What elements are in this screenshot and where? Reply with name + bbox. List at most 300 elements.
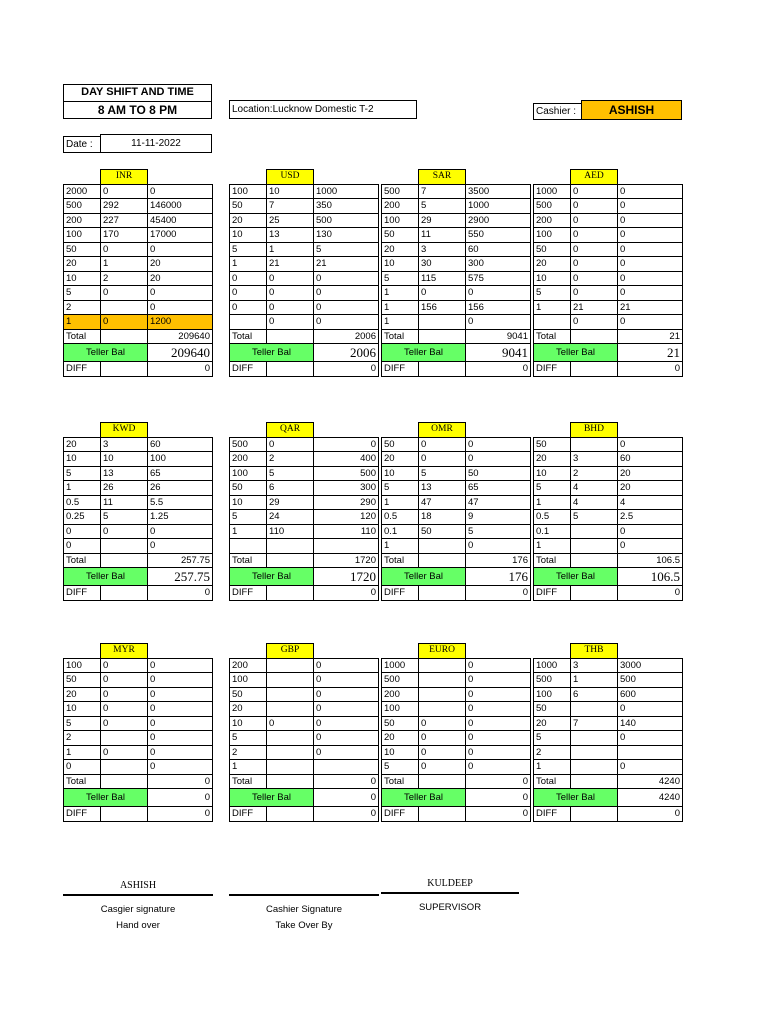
denomination: 50: [64, 673, 101, 688]
count: 13: [267, 228, 314, 243]
denomination-row: [64, 745, 213, 760]
currency-table-omr: [381, 422, 531, 601]
denomination: 10: [382, 466, 419, 481]
denomination-row: [534, 257, 683, 272]
total-label: Total: [382, 329, 419, 344]
amount: 0: [148, 673, 213, 688]
cashier-label: Cashier :: [533, 103, 581, 120]
amount: 9: [466, 510, 531, 525]
count: 5: [267, 466, 314, 481]
total-blank: [267, 553, 314, 568]
date-label: Date :: [63, 136, 100, 153]
amount: 0: [466, 716, 531, 731]
denomination: 1: [382, 300, 419, 315]
count: [267, 731, 314, 746]
amount: 0: [618, 524, 683, 539]
denomination: [230, 539, 267, 554]
amount: 0: [618, 213, 683, 228]
total-blank: [419, 774, 466, 789]
total-blank: [571, 329, 618, 344]
amount: 20: [148, 271, 213, 286]
amount: 300: [314, 481, 379, 496]
denomination-row: [230, 760, 379, 775]
count: 3: [571, 658, 618, 673]
denomination: 20: [382, 242, 419, 257]
amount: 0: [148, 658, 213, 673]
amount: 0: [466, 286, 531, 301]
denomination: 0: [64, 524, 101, 539]
denomination: 0: [230, 271, 267, 286]
count: 1: [571, 673, 618, 688]
denomination-row: [382, 510, 531, 525]
amount: 5: [466, 524, 531, 539]
signature-caption: Casgier signature: [100, 904, 176, 915]
currency-code: SAR: [419, 170, 466, 185]
currency-code: USD: [267, 170, 314, 185]
count: [267, 702, 314, 717]
denomination: 5: [64, 716, 101, 731]
amount: 290: [314, 495, 379, 510]
diff-label: DIFF: [64, 586, 101, 601]
count: 6: [267, 481, 314, 496]
amount: 0: [466, 658, 531, 673]
amount: 0: [466, 539, 531, 554]
denomination: 0.1: [534, 524, 571, 539]
diff-label: DIFF: [230, 807, 267, 822]
count: 1: [101, 257, 148, 272]
header-blank: [230, 644, 267, 659]
denomination-row: [230, 228, 379, 243]
signature-block: [381, 878, 519, 916]
header-blank: [64, 423, 101, 438]
currency-table-inr: [63, 169, 213, 377]
currency-code: AED: [571, 170, 618, 185]
denomination-row: [230, 184, 379, 199]
currency-code: MYR: [101, 644, 148, 659]
count: 0: [101, 687, 148, 702]
count: [267, 658, 314, 673]
amount: 1000: [314, 184, 379, 199]
total-label: Total: [64, 329, 101, 344]
total-label: Total: [534, 329, 571, 344]
denomination-row: [382, 495, 531, 510]
currency-table-kwd: [63, 422, 213, 601]
total-blank: [571, 553, 618, 568]
denomination: 5: [534, 481, 571, 496]
denomination-row: [64, 271, 213, 286]
currency-code: THB: [571, 644, 618, 659]
diff-label: DIFF: [382, 586, 419, 601]
amount: 156: [466, 300, 531, 315]
denomination-row: [534, 199, 683, 214]
denomination: 1: [64, 481, 101, 496]
denomination: 10: [230, 716, 267, 731]
amount: 21: [618, 300, 683, 315]
amount: 0: [618, 702, 683, 717]
currency-table-usd: [229, 169, 379, 377]
diff-value: 0: [148, 362, 213, 377]
denomination-row: [64, 539, 213, 554]
count: 170: [101, 228, 148, 243]
amount: 1200: [148, 315, 213, 330]
diff-value: 0: [466, 362, 531, 377]
diff-label: DIFF: [64, 362, 101, 377]
header-blank: [466, 170, 531, 185]
amount: 130: [314, 228, 379, 243]
amount: 0: [466, 452, 531, 467]
amount: 0: [466, 702, 531, 717]
amount: 3500: [466, 184, 531, 199]
signatory-name: KULDEEP: [427, 878, 473, 889]
header-blank: [618, 170, 683, 185]
amount: 1.25: [148, 510, 213, 525]
count: 0: [101, 716, 148, 731]
amount: 50: [466, 466, 531, 481]
diff-blank: [101, 807, 148, 822]
denomination-row: [534, 731, 683, 746]
count: 110: [267, 524, 314, 539]
currency-code: EURO: [419, 644, 466, 659]
amount: 3000: [618, 658, 683, 673]
denomination-row: [382, 716, 531, 731]
count: [101, 731, 148, 746]
total-value: 209640: [148, 329, 213, 344]
signatory-name: [229, 880, 379, 894]
denomination-row: [64, 213, 213, 228]
total-label: Total: [382, 774, 419, 789]
diff-value: 0: [618, 807, 683, 822]
denomination-row: [382, 257, 531, 272]
denomination-row: [534, 702, 683, 717]
count: 0: [571, 315, 618, 330]
denomination-row: [382, 524, 531, 539]
denomination-row: [230, 315, 379, 330]
denomination-row: [534, 286, 683, 301]
diff-blank: [267, 362, 314, 377]
denomination-row: [64, 673, 213, 688]
denomination-row: [64, 452, 213, 467]
diff-blank: [419, 362, 466, 377]
denomination-row: [382, 673, 531, 688]
count: 7: [419, 184, 466, 199]
denomination: 0.5: [534, 510, 571, 525]
denomination-row: [382, 687, 531, 702]
header-blank: [230, 423, 267, 438]
amount: 0: [618, 437, 683, 452]
count: 0: [267, 271, 314, 286]
count: 4: [571, 495, 618, 510]
amount: 500: [314, 466, 379, 481]
denomination: 10: [64, 702, 101, 717]
denomination-row: [382, 213, 531, 228]
count: 5: [419, 466, 466, 481]
denomination-row: [534, 228, 683, 243]
teller-bal-label: Teller Bal: [382, 568, 466, 586]
denomination-row: [64, 437, 213, 452]
denomination: 5: [64, 286, 101, 301]
count: [267, 539, 314, 554]
currency-table-euro: [381, 643, 531, 822]
denomination: 100: [64, 658, 101, 673]
teller-bal-label: Teller Bal: [382, 344, 466, 362]
signatory-name: ASHISH: [119, 880, 157, 891]
header-blank: [148, 170, 213, 185]
count: [419, 702, 466, 717]
denomination-row: [534, 687, 683, 702]
count: [267, 760, 314, 775]
denomination-row: [534, 315, 683, 330]
amount: 0: [148, 716, 213, 731]
denomination: 50: [534, 702, 571, 717]
denomination-row: [64, 228, 213, 243]
amount: 0: [466, 673, 531, 688]
diff-value: 0: [618, 586, 683, 601]
denomination: 1000: [382, 658, 419, 673]
denomination-row: [230, 673, 379, 688]
denomination-row: [534, 658, 683, 673]
denomination-row: [382, 315, 531, 330]
count: 0: [419, 731, 466, 746]
total-label: Total: [64, 774, 101, 789]
teller-bal-label: Teller Bal: [534, 344, 618, 362]
count: 24: [267, 510, 314, 525]
denomination: 500: [64, 199, 101, 214]
amount: 0: [314, 687, 379, 702]
count: 4: [571, 481, 618, 496]
count: [571, 731, 618, 746]
total-blank: [101, 774, 148, 789]
count: 0: [267, 315, 314, 330]
count: [571, 539, 618, 554]
amount: 47: [466, 495, 531, 510]
count: 0: [571, 271, 618, 286]
currency-table-sar: [381, 169, 531, 377]
denomination-row: [534, 745, 683, 760]
shift-title: DAY SHIFT AND TIME: [63, 84, 212, 101]
amount: 0: [148, 760, 213, 775]
denomination: 500: [534, 673, 571, 688]
count: [419, 658, 466, 673]
denomination-row: [534, 271, 683, 286]
amount: 0: [314, 271, 379, 286]
total-value: 0: [314, 774, 379, 789]
amount: 0: [618, 315, 683, 330]
diff-label: DIFF: [230, 586, 267, 601]
amount: 20: [618, 481, 683, 496]
currency-table-myr: [63, 643, 213, 822]
denomination-row: [64, 524, 213, 539]
count: 0: [267, 286, 314, 301]
denomination: 1: [382, 539, 419, 554]
denomination: 0.1: [382, 524, 419, 539]
amount: 5.5: [148, 495, 213, 510]
total-label: Total: [534, 774, 571, 789]
amount: 0: [466, 437, 531, 452]
denomination-row: [64, 658, 213, 673]
count: 0: [419, 745, 466, 760]
denomination-row: [534, 673, 683, 688]
denomination: 1: [382, 495, 419, 510]
shift-time: 8 AM TO 8 PM: [63, 101, 212, 119]
total-label: Total: [534, 553, 571, 568]
amount: 0: [314, 286, 379, 301]
header-blank: [466, 644, 531, 659]
denomination-row: [534, 510, 683, 525]
amount: 0: [466, 760, 531, 775]
amount: 60: [618, 452, 683, 467]
denomination-row: [382, 199, 531, 214]
denomination: 100: [382, 213, 419, 228]
amount: 400: [314, 452, 379, 467]
denomination: 2: [534, 745, 571, 760]
amount: [314, 539, 379, 554]
denomination: 200: [64, 213, 101, 228]
header-blank: [314, 644, 379, 659]
teller-bal-label: Teller Bal: [382, 789, 466, 807]
denomination-row: [534, 539, 683, 554]
denomination-row: [230, 539, 379, 554]
count: 0: [571, 228, 618, 243]
denomination: 20: [64, 257, 101, 272]
total-blank: [101, 329, 148, 344]
denomination: 10: [382, 745, 419, 760]
count: 30: [419, 257, 466, 272]
amount: 0: [466, 731, 531, 746]
denomination: 50: [64, 242, 101, 257]
teller-bal-value: 4240: [618, 789, 683, 807]
amount: 0: [148, 745, 213, 760]
count: [101, 539, 148, 554]
count: 26: [101, 481, 148, 496]
denomination: 0: [230, 286, 267, 301]
denomination-row: [534, 437, 683, 452]
total-blank: [101, 553, 148, 568]
amount: [314, 760, 379, 775]
total-label: Total: [382, 553, 419, 568]
signature-line: [381, 892, 519, 894]
count: 3: [101, 437, 148, 452]
header-blank: [382, 170, 419, 185]
denomination: 1: [534, 300, 571, 315]
total-value: 4240: [618, 774, 683, 789]
count: 29: [267, 495, 314, 510]
denomination-row: [64, 760, 213, 775]
denomination-row: [64, 286, 213, 301]
denomination-row: [64, 466, 213, 481]
amount: 65: [466, 481, 531, 496]
currency-table-thb: [533, 643, 683, 822]
count: 7: [571, 716, 618, 731]
amount: 0: [618, 199, 683, 214]
count: 13: [101, 466, 148, 481]
count: 10: [267, 184, 314, 199]
denomination: 10: [230, 495, 267, 510]
count: 227: [101, 213, 148, 228]
denomination: 1: [534, 760, 571, 775]
amount: 0: [466, 687, 531, 702]
amount: 0: [618, 731, 683, 746]
denomination: 5: [382, 271, 419, 286]
header-blank: [618, 644, 683, 659]
header-blank: [64, 170, 101, 185]
denomination-row: [64, 495, 213, 510]
denomination: 100: [230, 184, 267, 199]
teller-bal-value: 0: [148, 789, 213, 807]
denomination-row: [230, 466, 379, 481]
header-blank: [466, 423, 531, 438]
amount: 0: [618, 286, 683, 301]
count: 3: [419, 242, 466, 257]
denomination-row: [382, 286, 531, 301]
count: 50: [419, 524, 466, 539]
denomination-row: [230, 687, 379, 702]
denomination-row: [534, 452, 683, 467]
denomination: 1: [534, 495, 571, 510]
count: 0: [419, 286, 466, 301]
count: 29: [419, 213, 466, 228]
amount: 0: [148, 539, 213, 554]
currency-code: GBP: [267, 644, 314, 659]
count: 18: [419, 510, 466, 525]
count: [101, 300, 148, 315]
count: 0: [571, 213, 618, 228]
denomination: 200: [382, 687, 419, 702]
denomination: 20: [230, 213, 267, 228]
amount: 0: [466, 315, 531, 330]
denomination: 0.5: [382, 510, 419, 525]
total-value: 0: [466, 774, 531, 789]
denomination: [534, 315, 571, 330]
diff-blank: [101, 362, 148, 377]
denomination-row: [534, 184, 683, 199]
teller-bal-value: 257.75: [148, 568, 213, 586]
denomination-row: [230, 242, 379, 257]
denomination-row: [64, 510, 213, 525]
denomination: 50: [230, 687, 267, 702]
denomination-row: [230, 452, 379, 467]
count: 11: [101, 495, 148, 510]
amount: 0: [148, 524, 213, 539]
denomination-row: [534, 524, 683, 539]
denomination-row: [382, 228, 531, 243]
amount: 0: [148, 242, 213, 257]
count: 0: [419, 760, 466, 775]
count: [571, 524, 618, 539]
count: 5: [571, 510, 618, 525]
amount: 500: [314, 213, 379, 228]
total-value: 21: [618, 329, 683, 344]
teller-bal-label: Teller Bal: [230, 344, 314, 362]
amount: 575: [466, 271, 531, 286]
currency-table-gbp: [229, 643, 379, 822]
denomination: 100: [230, 673, 267, 688]
denomination: 5: [230, 731, 267, 746]
denomination: 50: [382, 228, 419, 243]
currency-table-qar: [229, 422, 379, 601]
denomination: 100: [230, 466, 267, 481]
denomination: 20: [534, 716, 571, 731]
denomination: 20: [64, 437, 101, 452]
denomination: 0.5: [64, 495, 101, 510]
diff-blank: [571, 586, 618, 601]
denomination: 5: [230, 510, 267, 525]
denomination: 50: [534, 242, 571, 257]
total-blank: [571, 774, 618, 789]
denomination: 200: [534, 213, 571, 228]
amount: 0: [618, 184, 683, 199]
denomination: 20: [382, 452, 419, 467]
count: 0: [267, 716, 314, 731]
